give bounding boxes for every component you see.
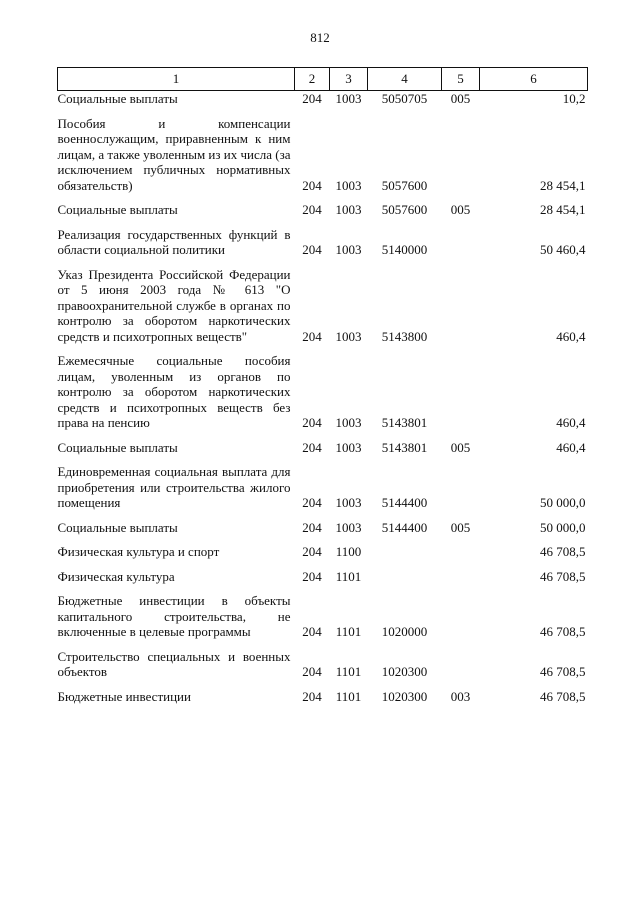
row-amount: 28 454,1 <box>540 177 586 193</box>
row-spacer-cell <box>58 431 588 440</box>
row-amount: 460,4 <box>556 415 586 430</box>
table-row <box>58 227 588 258</box>
table-header-row <box>58 68 588 91</box>
row-amount: 460,4 <box>556 439 586 455</box>
row-spacer-cell <box>58 455 588 464</box>
row-spacer-cell <box>58 511 588 520</box>
row-col-2: 204 <box>302 519 322 535</box>
row-col-5 <box>442 593 480 640</box>
row-spacer <box>58 680 588 689</box>
row-col-2: 204 <box>302 495 322 510</box>
row-col-4 <box>368 569 442 585</box>
table-body <box>58 91 588 705</box>
row-col-4: 1020000 <box>381 624 428 639</box>
row-col-3: 1003 <box>335 328 362 344</box>
budget-table <box>57 67 588 704</box>
row-col-5 <box>442 464 480 511</box>
row-col-3: 1101 <box>335 664 362 679</box>
column-header-3: 3 <box>330 68 368 91</box>
table-row <box>58 116 588 194</box>
row-name: Ежемесячные социальные пособия лицам, уволенным из органов по контролю за оборотом наркотических средств и психотропных веществ без права на пенсию <box>57 353 291 430</box>
row-col-4: 5050705 <box>381 91 428 106</box>
row-col-5 <box>442 116 480 194</box>
row-spacer <box>58 511 588 520</box>
table-row <box>58 593 588 640</box>
row-col-3: 1100 <box>335 544 362 559</box>
row-name: Социальные выплаты <box>57 439 178 455</box>
row-spacer <box>58 258 588 267</box>
row-spacer <box>58 455 588 464</box>
row-col-3: 1101 <box>335 624 362 639</box>
row-col-2: 204 <box>302 624 322 639</box>
row-col-5: 005 <box>450 91 471 106</box>
row-amount: 46 708,5 <box>540 688 586 704</box>
row-col-5 <box>442 353 480 431</box>
row-col-4: 1020300 <box>381 688 428 704</box>
row-name: Физическая культура <box>57 568 175 584</box>
table-row <box>58 520 588 536</box>
row-col-3: 1101 <box>335 568 362 584</box>
table-row <box>58 91 588 107</box>
row-col-2: 204 <box>302 328 322 344</box>
row-spacer <box>58 640 588 649</box>
row-name: Пособия и компенсации военнослужащим, приравненным к ним лицам, а также уволенным из их числа (за исключением публичных нормативных обязательств) <box>57 115 291 193</box>
row-amount: 50 460,4 <box>540 242 586 257</box>
row-spacer <box>58 107 588 116</box>
row-name: Строительство специальных и военных объектов <box>57 648 291 679</box>
row-amount: 50 000,0 <box>540 495 586 510</box>
row-amount: 28 454,1 <box>540 202 586 217</box>
row-amount: 46 708,5 <box>540 544 586 559</box>
row-name: Указ Президента Российской Федерации от 5 июня 2003 года № 613 "О правоохранительной службе в органах по контролю за оборотом наркотических средств и психотропных веществ" <box>57 266 291 344</box>
row-name: Реализация государственных функций в области социальной политики <box>57 226 291 257</box>
row-col-2: 204 <box>302 568 322 584</box>
row-spacer <box>58 344 588 353</box>
row-spacer <box>58 584 588 593</box>
row-col-2: 204 <box>302 544 322 559</box>
row-spacer-cell <box>58 344 588 353</box>
row-col-3: 1003 <box>335 177 362 193</box>
row-spacer <box>58 193 588 202</box>
row-col-2: 204 <box>302 242 322 257</box>
row-col-5: 005 <box>450 519 471 535</box>
column-header-1: 1 <box>58 68 295 91</box>
row-col-2: 204 <box>302 688 322 704</box>
table-row <box>58 353 588 431</box>
row-spacer <box>58 535 588 544</box>
table-row <box>58 649 588 680</box>
row-col-4: 5140000 <box>381 242 428 257</box>
row-spacer <box>58 431 588 440</box>
row-amount: 46 708,5 <box>540 624 586 639</box>
row-spacer-cell <box>58 680 588 689</box>
row-col-2: 204 <box>302 664 322 679</box>
row-col-4: 5143800 <box>381 328 428 344</box>
row-col-5: 005 <box>450 439 471 455</box>
row-spacer-cell <box>58 218 588 227</box>
row-col-5: 003 <box>450 688 471 704</box>
row-col-4: 5057600 <box>381 202 428 217</box>
row-col-3: 1101 <box>335 688 362 704</box>
table-row <box>58 544 588 560</box>
row-amount: 46 708,5 <box>540 568 586 584</box>
row-name: Бюджетные инвестиции в объекты капитального строительства, не включенные в целевые программы <box>57 593 291 639</box>
row-col-3: 1003 <box>335 91 362 106</box>
row-amount: 10,2 <box>562 91 586 106</box>
row-col-5: 005 <box>450 202 471 217</box>
row-name: Социальные выплаты <box>57 91 178 106</box>
row-col-3: 1003 <box>335 439 362 455</box>
row-amount: 46 708,5 <box>540 664 586 679</box>
row-name: Единовременная социальная выплата для приобретения или строительства жилого помещения <box>57 464 291 510</box>
row-col-4: 5143801 <box>381 439 428 455</box>
row-spacer <box>58 218 588 227</box>
row-amount: 460,4 <box>556 328 586 344</box>
row-col-3: 1003 <box>335 415 362 430</box>
row-col-4: 5057600 <box>381 177 428 193</box>
row-col-3: 1003 <box>335 495 362 510</box>
table-row <box>58 267 588 345</box>
row-col-2: 204 <box>302 91 322 106</box>
row-col-5 <box>442 569 480 585</box>
page-number: 812 <box>310 30 330 45</box>
table-row <box>58 569 588 585</box>
row-col-2: 204 <box>302 177 322 193</box>
row-col-4: 5143801 <box>381 415 428 430</box>
row-col-2: 204 <box>302 415 322 430</box>
row-spacer-cell <box>58 640 588 649</box>
row-col-3: 1003 <box>335 242 362 257</box>
row-col-2: 204 <box>302 439 322 455</box>
table-row <box>58 202 588 218</box>
row-col-4: 5144400 <box>381 495 428 510</box>
row-name: Физическая культура и спорт <box>57 544 220 559</box>
row-col-5 <box>442 544 480 560</box>
row-spacer-cell <box>58 107 588 116</box>
row-name: Бюджетные инвестиции <box>57 688 191 704</box>
row-spacer-cell <box>58 193 588 202</box>
row-spacer <box>58 560 588 569</box>
row-col-4: 1020300 <box>381 664 428 679</box>
row-col-5 <box>442 227 480 258</box>
column-header-4: 4 <box>368 68 442 91</box>
row-col-3: 1003 <box>335 519 362 535</box>
row-amount: 50 000,0 <box>540 519 586 535</box>
row-col-3: 1003 <box>335 202 362 217</box>
row-spacer-cell <box>58 258 588 267</box>
row-col-4 <box>368 544 442 560</box>
row-col-2: 204 <box>302 202 322 217</box>
row-name: Социальные выплаты <box>57 519 178 535</box>
row-col-5 <box>442 267 480 345</box>
row-name: Социальные выплаты <box>57 202 178 217</box>
row-spacer-cell <box>58 560 588 569</box>
table-row <box>58 440 588 456</box>
row-col-4: 5144400 <box>381 519 428 535</box>
column-header-5: 5 <box>442 68 480 91</box>
column-header-6: 6 <box>480 68 588 91</box>
table-row <box>58 464 588 511</box>
column-header-2: 2 <box>295 68 330 91</box>
row-spacer-cell <box>58 584 588 593</box>
row-col-5 <box>442 649 480 680</box>
row-spacer-cell <box>58 535 588 544</box>
table-row <box>58 689 588 705</box>
